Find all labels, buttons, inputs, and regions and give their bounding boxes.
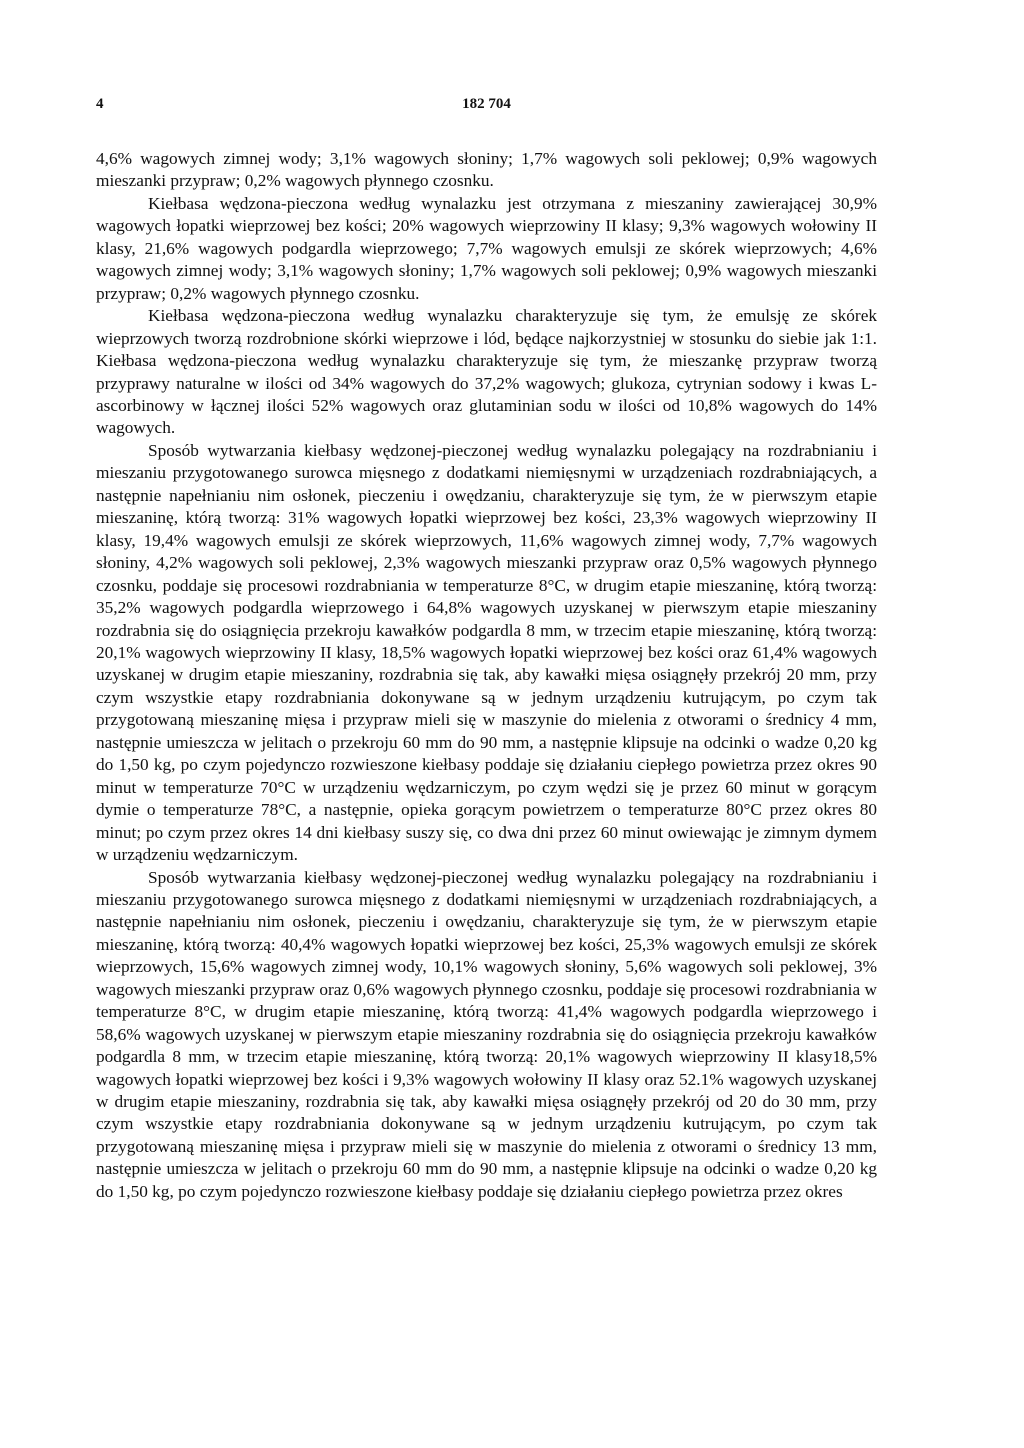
paragraph-continuation: 4,6% wagowych zimnej wody; 3,1% wagowych słoniny; 1,7% wagowych soli peklowej; 0,9% wagowych mieszanki przypraw; 0,2% wagowych płynnego czosnku. (96, 149, 877, 191)
paragraph-method-one: Sposób wytwarzania kiełbasy wędzonej-pieczonej według wynalazku polegający na rozdrabnianiu i mieszaniu przygotowanego surowca mięsnego z dodatkami niemięsnymi w urządzeniach rozdrabniających, a następnie napełnianiu nim osłonek, pieczeniu i owędzaniu, charakteryzuje się tym, że w pierwszym etapie mieszaninę, którą tworzą: 31% wagowych łopatki wieprzowej bez kości, 23,3% wagowych wieprzowiny II klasy, 19,4% wagowych emulsji ze skórek wieprzowych, 11,6% wagowych zimnej wody, 7,7% wagowych słoniny, 4,2% wagowych soli peklowej, 2,3% wagowych mieszanki przypraw oraz 0,5% wagowych płynnego czosnku, poddaje się procesowi rozdrabniania w temperaturze 8°C, w drugim etapie mieszaninę, którą tworzą: 35,2% wagowych podgardla wieprzowego i 64,8% wagowych uzyskanej w pierwszym etapie mieszaniny rozdrabnia się do osiągnięcia przekroju kawałków podgardla 8 mm, w trzecim etapie mieszaninę, którą tworzą: 20,1% wagowych wieprzowiny II klasy, 18,5% wagowych łopatki wieprzowej bez kości oraz 61,4% wagowych uzyskanej w drugim etapie mieszaniny, rozdrabnia się tak, aby kawałki mięsa osiągnęły przekrój 20 mm, przy czym wszystkie etapy rozdrabniania dokonywane są w jednym urządzeniu kutrującym, po czym tak przygotowaną mieszaninę mięsa i przypraw mieli się w maszynie do mielenia z otworami o średnicy 4 mm, następnie umieszcza w jelitach o przekroju 60 mm do 90 mm, a następnie klipsuje na odcinki o wadze 0,20 kg do 1,50 kg, po czym pojedynczo rozwieszone kiełbasy poddaje się działaniu ciepłego powietrza przez okres 90 minut w temperaturze 70°C w urządzeniu wędzarniczym, po czym wędzi się je przez 60 minut w gorącym dymie o temperaturze 78°C, a następnie, opieka gorącym powietrzem o temperaturze 80°C przez okres 80 minut; po czym przez okres 14 dni kiełbasy suszy się, co dwa dni przez 60 minut owiewając je zimnym dymem w urządzeniu wędzarniczym. (96, 440, 877, 865)
paragraph-composition: Kiełbasa wędzona-pieczona według wynalazku jest otrzymana z mieszaniny zawierającej 30,9% wagowych łopatki wieprzowej bez kości; 20% wagowych wieprzowiny II klasy; 9,3% wagowych wołowiny II klasy, 21,6% wagowych podgardla wieprzowego; 7,7% wagowych emulsji ze skórek wieprzowych; 4,6% wagowych zimnej wody; 3,1% wagowych słoniny; 1,7% wagowych soli peklowej; 0,9% wagowych mieszanki przypraw; 0,2% wagowych płynnego czosnku. (96, 193, 877, 303)
body-text (96, 148, 877, 1203)
paragraph-method-two: Sposób wytwarzania kiełbasy wędzonej-pieczonej według wynalazku polegający na rozdrabnianiu i mieszaniu przygotowanego surowca mięsnego z dodatkami niemięsnymi w urządzeniach rozdrabniających, a następnie napełnianiu nim osłonek, pieczeniu i owędzaniu, charakteryzuje się tym, że w pierwszym etapie mieszaninę, którą tworzą: 40,4% wagowych łopatki wieprzowej bez kości, 25,3% wagowych emulsji ze skórek wieprzowych, 15,6% wagowych zimnej wody, 10,1% wagowych słoniny, 5,6% wagowych soli peklowej, 3% wagowych mieszanki przypraw oraz 0,6% wagowych płynnego czosnku, poddaje się procesowi rozdrabniania w temperaturze 8°C, w drugim etapie mieszaninę, którą tworzą: 41,4% wagowych podgardla wieprzowego i 58,6% wagowych uzyskanej w pierwszym etapie mieszaniny rozdrabnia się do osiągnięcia przekroju kawałków podgardla 8 mm, w trzecim etapie mieszaninę, którą tworzą: 20,1% wagowych wieprzowiny II klasy18,5% wagowych łopatki wieprzowej bez kości i 9,3% wagowych wołowiny II klasy oraz 52.1% wagowych uzyskanej w drugim etapie mieszaniny, rozdrabnia się tak, aby kawałki mięsa osiągnęły przekrój od 20 do 30 mm, przy czym wszystkie etapy rozdrabniania dokonywane są w jednym urządzeniu kutrującym, po czym tak przygotowaną mieszaninę mięsa i przypraw mieli się w maszynie do mielenia z otworami o średnicy 13 mm, następnie umieszcza w jelitach o przekroju 60 mm do 90 mm, a następnie klipsuje na odcinki o wadze 0,20 kg do 1,50 kg, po czym pojedynczo rozwieszone kiełbasy poddaje się działaniu ciepłego powietrza przez okres (96, 867, 877, 1201)
paragraph-emulsion: Kiełbasa wędzona-pieczona według wynalazku charakteryzuje się tym, że emulsję ze skórek wieprzowych tworzą rozdrobnione skórki wieprzowe i lód, będące najkorzystniej w stosunku do siebie jak 1:1. Kiełbasa wędzona-pieczona według wynalazku charakteryzuje się tym, że mieszankę przypraw tworzą przyprawy naturalne w ilości od 34% wagowych do 37,2% wagowych; glukoza, cytrynian sodowy i kwas L-ascorbinowy w łącznej ilości 52% wagowych oraz glutaminian sodu w ilości od 10,8% wagowych do 14% wagowych. (96, 306, 877, 438)
patent-number: 182 704 (462, 96, 511, 112)
page-number: 4 (96, 96, 104, 112)
page-header (96, 96, 877, 118)
